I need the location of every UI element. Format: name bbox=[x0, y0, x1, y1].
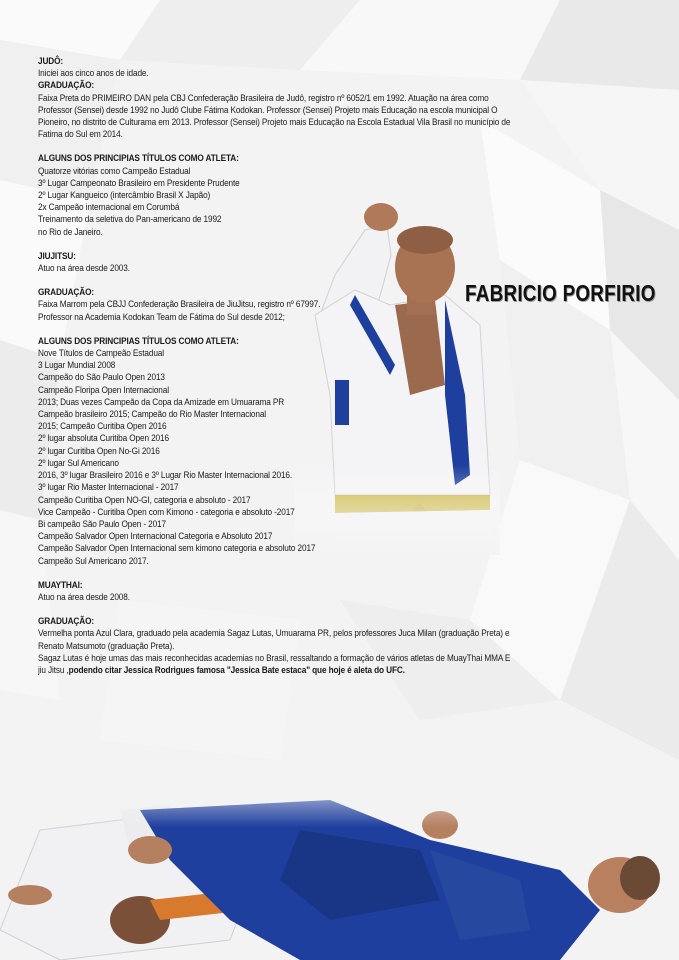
judo-title-item: 2x Campeão internacional em Corumbá bbox=[38, 202, 180, 214]
judo-title-item: no Rio de Janeiro. bbox=[38, 226, 103, 238]
jiujitsu-intro: Atuo na área desde 2003. bbox=[38, 263, 130, 275]
jiujitsu-graduation-line: Faixa Marrom pela CBJJ Confederação Brasileira de JiuJitsu, registro nº 67997. bbox=[38, 299, 321, 311]
jiujitsu-title-item: 3º lugar Rio Master Internacional - 2017 bbox=[38, 482, 179, 494]
judo-intro: Iniciei aos cinco anos de idade. bbox=[38, 68, 149, 80]
jiujitsu-graduation-heading: GRADUAÇÃO: bbox=[38, 287, 95, 299]
athlete-name: FABRICIO PORFIRIO bbox=[465, 280, 656, 306]
judo-graduation-text: Faixa Preta do PRIMEIRO DAN pela CBJ Confederação Brasileira de Judô, registro nº 6052/1 em 1992. Atuação na área como Professor (Sensei) desde 1992 no Judô Clube Fátima Kodokan. Professor (Sensei) Projeto mais Educação na escola municipal O Pioneiro, no distrito de Culturama em 2013. Professor (Sensei) Projeto mais Educação na Escola Estadual Vila Brasil no município de Fatima do Sul em 2014. bbox=[38, 92, 511, 141]
muaythai-closing-part-2: jiu Jitsu , bbox=[38, 664, 69, 676]
muaythai-heading: MUAYTHAI: bbox=[38, 579, 83, 591]
jiujitsu-title-item: Bi campeão São Paulo Open - 2017 bbox=[38, 518, 166, 530]
jiujitsu-title-item: 2013; Duas vezes Campeão da Copa da Amizade em Umuarama PR bbox=[38, 396, 285, 408]
judo-title-item: Treinamento da seletiva do Pan-americano de 1992 bbox=[38, 214, 222, 226]
muaythai-graduation-text: Vermelha ponta Azul Clara, graduado pela academia Sagaz Lutas, Umuarama PR, pelos professores Juca Milan (graduação Preta) e Renato Matsumoto (graduação Preta). bbox=[38, 628, 510, 652]
jiujitsu-title-item: 2016, 3º lugar Brasileiro 2016 e 3º Lugar Rio Master Internacional 2016. bbox=[38, 470, 293, 482]
judo-graduation-heading: GRADUAÇÃO: bbox=[38, 80, 95, 92]
jiujitsu-title-item: 3 Lugar Mundial 2008 bbox=[38, 360, 116, 372]
jiujitsu-title-item: Campeão do São Paulo Open 2013 bbox=[38, 372, 165, 384]
jiujitsu-title-item: 2015; Campeão Curitiba Open 2016 bbox=[38, 421, 167, 433]
jiujitsu-title-item: Campeão Curitiba Open NO-GI, categoria e absoluto - 2017 bbox=[38, 494, 251, 506]
jiujitsu-title-item: 2º lugar Sul Americano bbox=[38, 457, 119, 469]
judo-title-item: 3º Lugar Campeonato Brasileiro em Presidente Prudente bbox=[38, 177, 240, 189]
jiujitsu-title-item: Vice Campeão - Curitiba Open com Kimono - categoria e absoluto -2017 bbox=[38, 506, 295, 518]
jiujitsu-title-item: 2º lugar Curitiba Open No-Gi 2016 bbox=[38, 445, 160, 457]
grappling-photo bbox=[0, 770, 679, 960]
muaythai-closing-emphasis: podendo citar Jessica Rodrigues famosa "Jessica Bate estaca" que hoje é aleta do UFC. bbox=[68, 664, 405, 676]
jiujitsu-title-item: Nove Títulos de Campeão Estadual bbox=[38, 348, 164, 360]
muaythai-intro: Atuo na área desde 2008. bbox=[38, 591, 130, 603]
jiujitsu-graduation-line: Professor na Academia Kodokan Team de Fátima do Sul desde 2012; bbox=[38, 311, 285, 323]
jiujitsu-title-item: Campeão Salvador Open Internacional Categoria e Absoluto 2017 bbox=[38, 531, 273, 543]
jiujitsu-title-item: 2º lugar absoluta Curitiba Open 2016 bbox=[38, 433, 169, 445]
jiujitsu-title-item: Campeão brasileiro 2015; Campeão do Rio Master Internacional bbox=[38, 409, 266, 421]
jiujitsu-heading: JIUJITSU: bbox=[38, 250, 76, 262]
muaythai-graduation-heading: GRADUAÇÃO: bbox=[38, 616, 95, 628]
jiujitsu-titles-heading: ALGUNS DOS PRINCIPIAS TÍTULOS COMO ATLETA: bbox=[38, 335, 239, 347]
judo-heading: JUDÔ: bbox=[38, 56, 64, 67]
judo-titles-heading: ALGUNS DOS PRINCIPIAS TÍTULOS COMO ATLETA: bbox=[38, 153, 239, 165]
muaythai-closing-text bbox=[38, 653, 520, 677]
biography-text bbox=[38, 56, 511, 677]
jiujitsu-title-item: Campeão Floripa Open Internacional bbox=[38, 384, 169, 396]
judo-title-item: Quatorze vitórias como Campeão Estadual bbox=[38, 165, 191, 177]
jiujitsu-title-item: Campeão Sul Americano 2017. bbox=[38, 555, 149, 567]
muaythai-closing-part: Sagaz Lutas é hoje umas das mais reconhecidas academias no Brasil, ressaltando a formação de vários atletas de MuayThai MMA E bbox=[38, 652, 511, 664]
judo-title-item: 2º Lugar Kangueico (intercâmbio Brasil X Japão) bbox=[38, 190, 211, 202]
jiujitsu-title-item: Campeão Salvador Open Internacional sem kimono categoria e absoluto 2017 bbox=[38, 543, 316, 555]
